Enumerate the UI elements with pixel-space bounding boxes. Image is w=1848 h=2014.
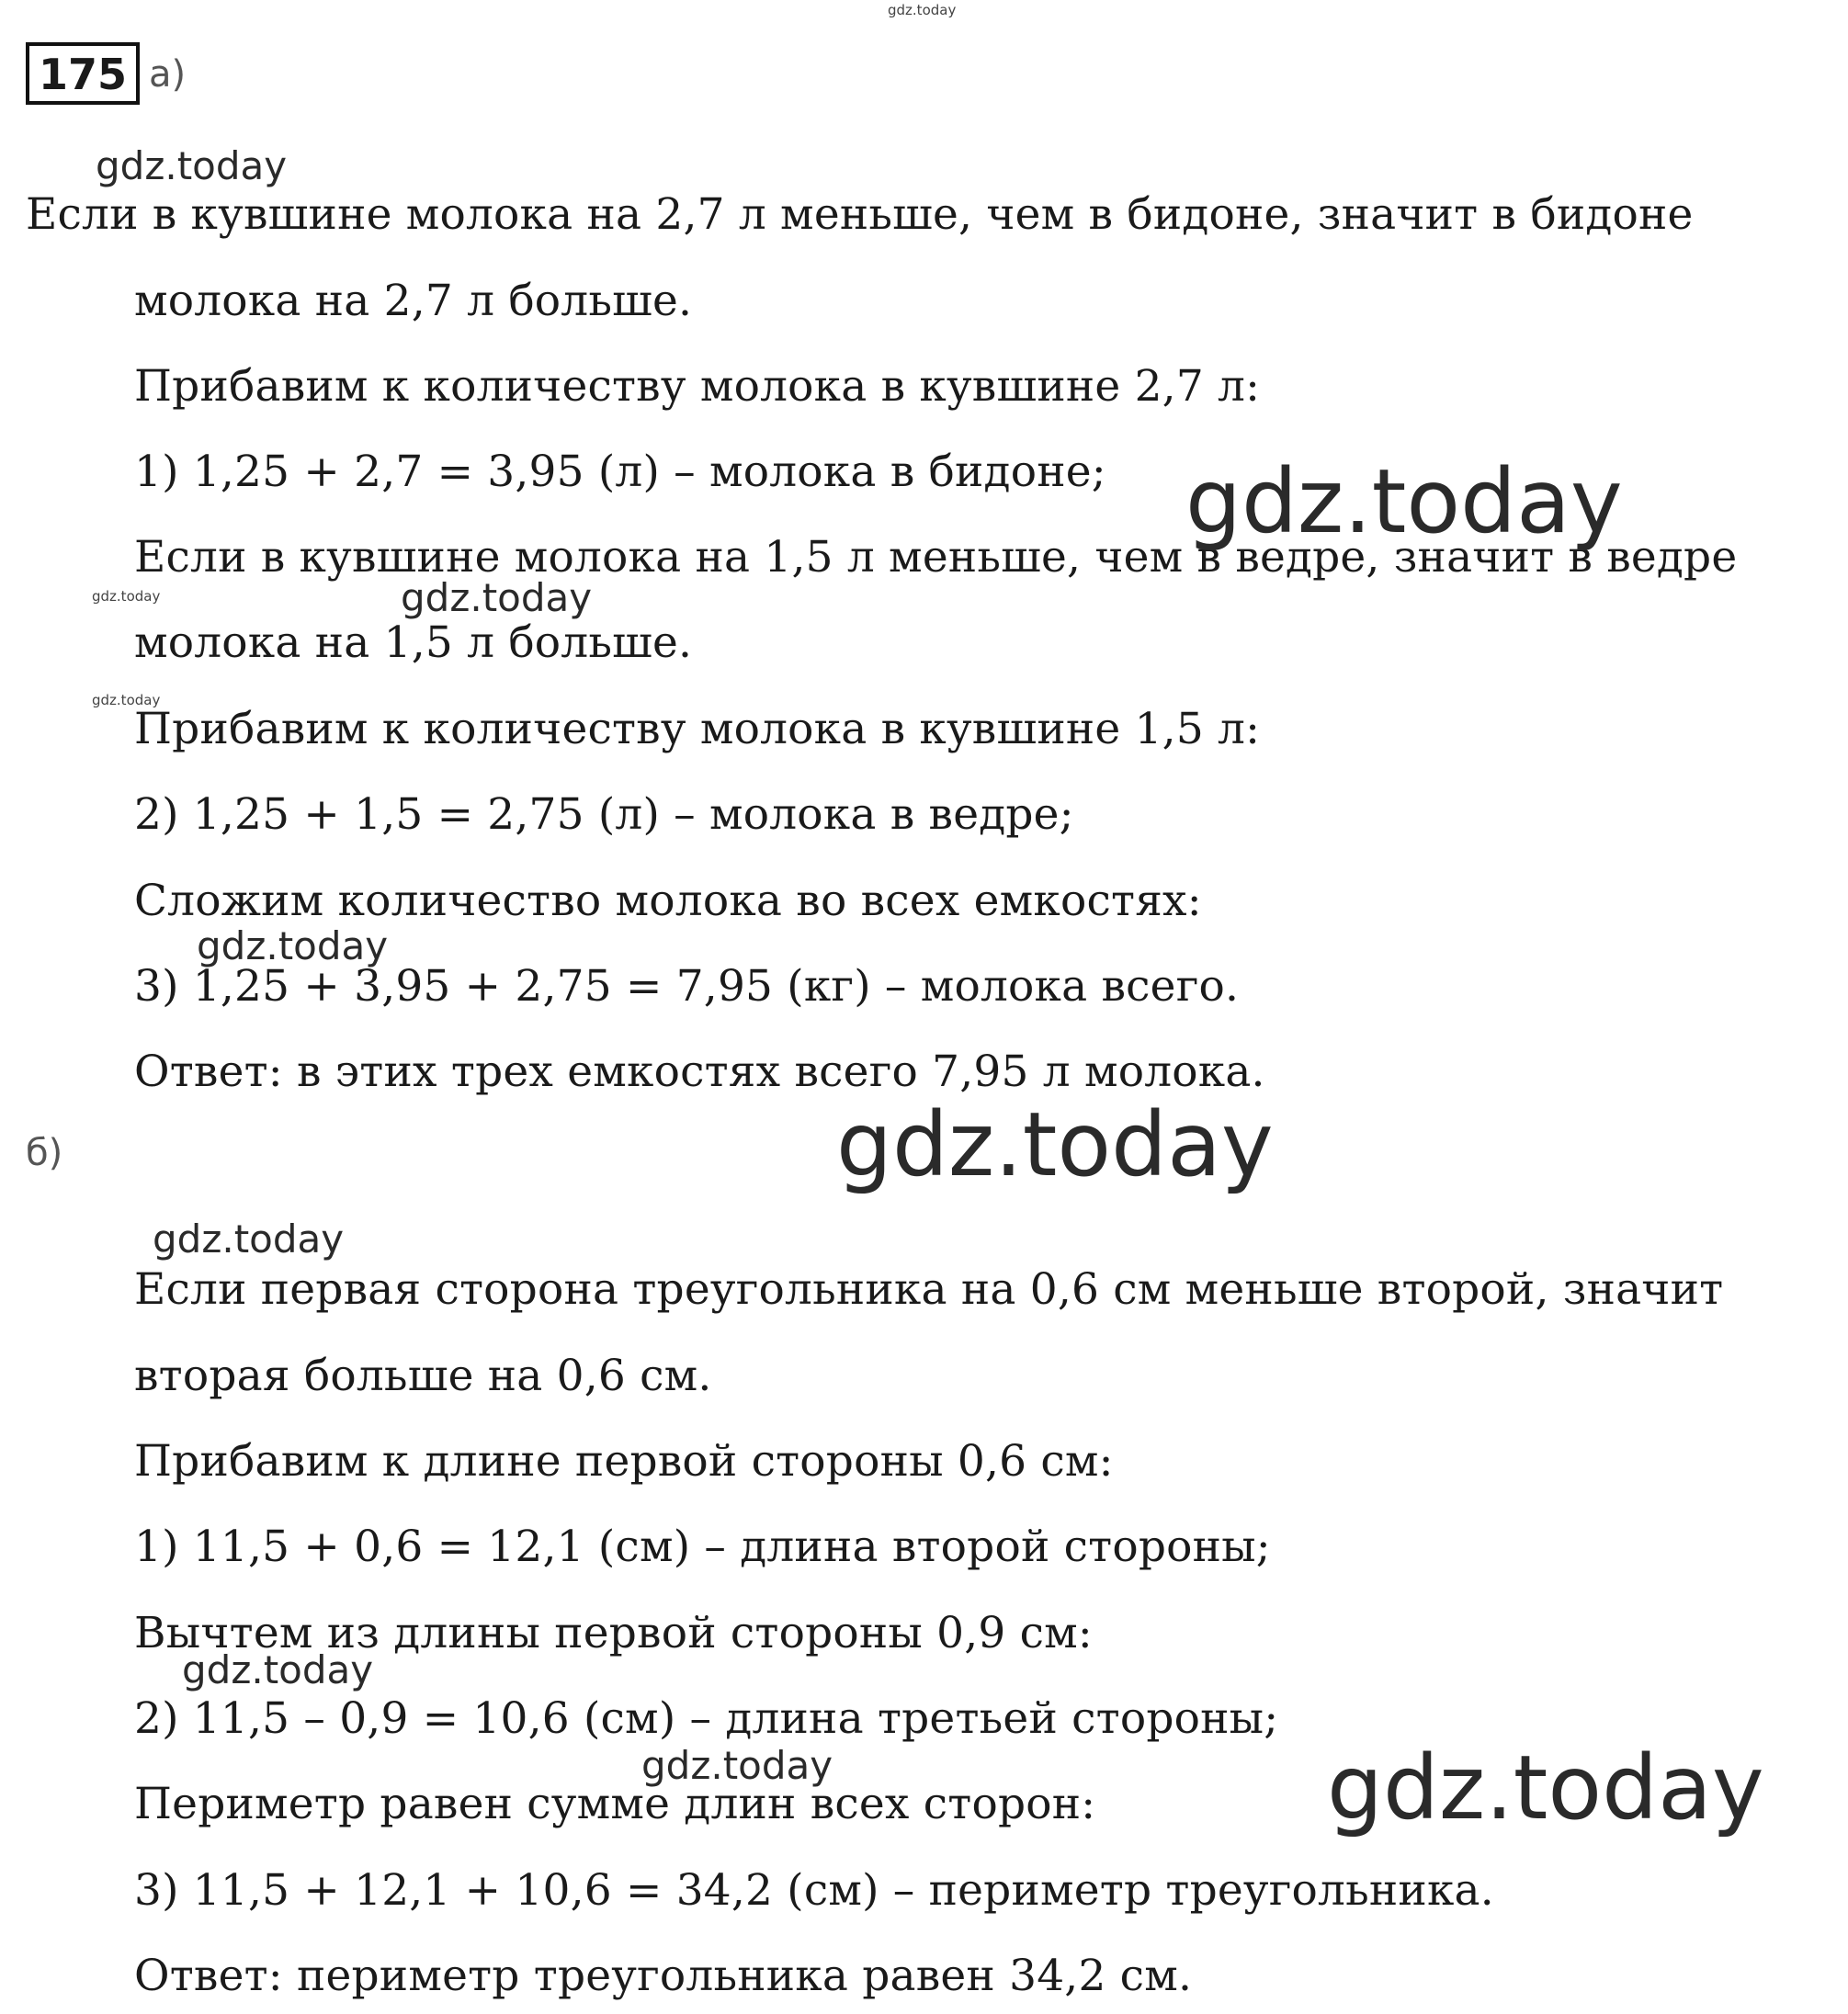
text-line: 2) 11,5 – 0,9 = 10,6 (см) – длина третьей стороны; (134, 1693, 1279, 1744)
watermark: gdz.today (888, 2, 957, 18)
text-line: 1) 1,25 + 2,7 = 3,95 (л) – молока в бидоне; (134, 447, 1106, 497)
answer-line: Ответ: в этих трех емкостях всего 7,95 л молока. (134, 1047, 1265, 1097)
text-line: 2) 1,25 + 1,5 = 2,75 (л) – молока в ведре; (134, 789, 1074, 840)
watermark: gdz.today (836, 1093, 1274, 1196)
part-b-label: б) (26, 1132, 63, 1174)
watermark: gdz.today (92, 692, 161, 708)
watermark: gdz.today (182, 1647, 374, 1692)
text-line: 3) 1,25 + 3,95 + 2,75 = 7,95 (кг) – молока всего. (134, 961, 1240, 1012)
text-line: Прибавим к количеству молока в кувшине 2,7 л: (134, 361, 1261, 412)
part-a-label: а) (149, 53, 187, 96)
text-line: 3) 11,5 + 12,1 + 10,6 = 34,2 (см) – периметр треугольника. (134, 1865, 1494, 1916)
answer-line: Ответ: периметр треугольника равен 34,2 см. (134, 1951, 1193, 2001)
watermark: gdz.today (197, 923, 389, 968)
text-line: Если в кувшине молока на 1,5 л меньше, чем в ведре, значит в ведре (134, 532, 1738, 583)
text-line: Сложим количество молока во всех емкостях: (134, 876, 1202, 926)
problem-number: 175 (26, 42, 140, 105)
watermark: gdz.today (1327, 1737, 1764, 1839)
text-line: Прибавим к количеству молока в кувшине 1,5 л: (134, 704, 1261, 754)
watermark: gdz.today (641, 1743, 833, 1788)
text-line: Периметр равен сумме длин всех сторон: (134, 1779, 1096, 1829)
watermark: gdz.today (96, 143, 288, 188)
watermark: gdz.today (401, 575, 593, 620)
text-line: Если в кувшине молока на 2,7 л меньше, чем в бидоне, значит в бидоне (26, 189, 1694, 240)
text-line: молока на 2,7 л больше. (134, 276, 693, 326)
text-line: Вычтем из длины первой стороны 0,9 см: (134, 1608, 1093, 1658)
watermark: gdz.today (1185, 450, 1623, 553)
text-line: 1) 11,5 + 0,6 = 12,1 (см) – длина второй стороны; (134, 1522, 1271, 1572)
text-line: Прибавим к длине первой стороны 0,6 см: (134, 1436, 1114, 1487)
text-line: вторая больше на 0,6 см. (134, 1351, 712, 1401)
watermark: gdz.today (153, 1216, 345, 1262)
watermark: gdz.today (92, 588, 161, 605)
text-line: молока на 1,5 л больше. (134, 617, 693, 668)
text-line: Если первая сторона треугольника на 0,6 см меньше второй, значит (134, 1264, 1724, 1315)
